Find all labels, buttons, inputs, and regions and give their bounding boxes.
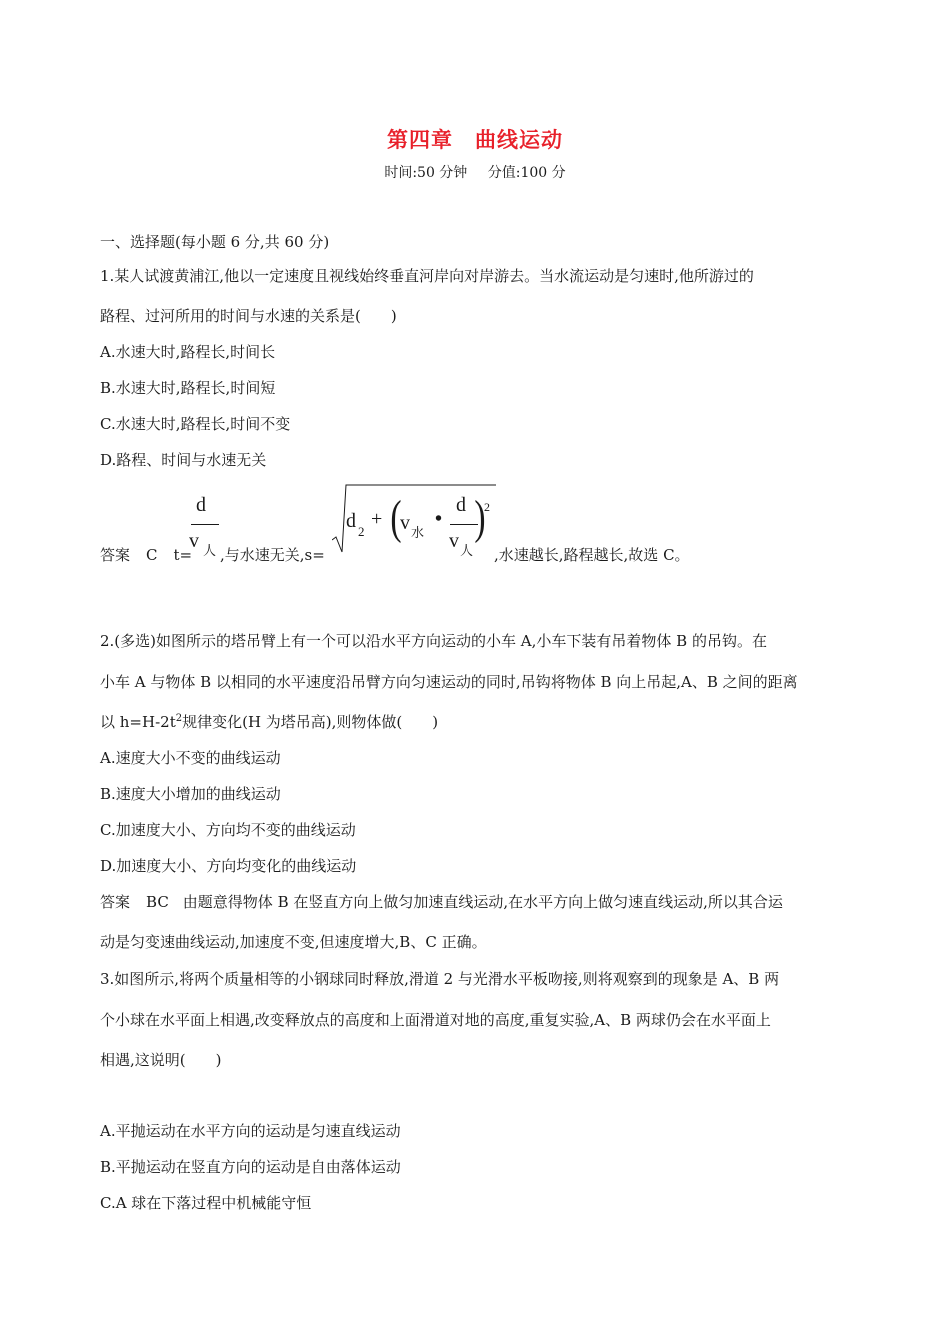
formula-d-numerator-2: d xyxy=(456,494,466,516)
section-heading: 一、选择题(每小题 6 分,共 60 分) xyxy=(100,233,330,251)
q1-answer-tail: ,水速越长,路程越长,故选 C。 xyxy=(494,546,690,564)
formula-d: d xyxy=(346,510,356,532)
q2-stem-line3-b: 规律变化(H 为塔吊高),则物体做( ) xyxy=(182,713,439,731)
q1-option-b: B.水速大时,路程长,时间短 xyxy=(100,379,276,397)
q2-option-d: D.加速度大小、方向均变化的曲线运动 xyxy=(100,857,357,875)
q3-stem-line1: 3.如图所示,将两个质量相等的小钢球同时释放,滑道 2 与光滑水平板吻接,则将观察到的现象是 A、B 两 xyxy=(100,970,780,988)
exam-score: 分值:100 分 xyxy=(487,165,566,181)
q3-option-b: B.平抛运动在竖直方向的运动是自由落体运动 xyxy=(100,1158,401,1176)
q3-option-a: A.平抛运动在水平方向的运动是匀速直线运动 xyxy=(100,1122,401,1140)
superscript-2: 2 xyxy=(175,713,183,724)
page-title: 第四章 曲线运动 xyxy=(387,128,563,152)
formula-dot: • xyxy=(435,508,443,530)
q2-explanation-2: 动是匀变速曲线运动,加速度不变,但速度增大,B、C 正确。 xyxy=(100,933,487,951)
q2-stem-line2: 小车 A 与物体 B 以相同的水平速度沿吊臂方向匀速运动的同时,吊钩将物体 B 向上吊起,A、B 之间的距离 xyxy=(100,673,798,691)
formula-subscript-ren-2: 人 xyxy=(460,544,474,559)
answer-value: C xyxy=(146,546,158,564)
q2-stem-line3 xyxy=(100,712,438,732)
answer-label: 答案 xyxy=(100,893,131,911)
formula-subscript-ren: 人 xyxy=(203,544,217,559)
formula-subscript-shui: 水 xyxy=(411,526,425,541)
q1-answer-line xyxy=(100,545,192,565)
answer-label: 答案 xyxy=(100,546,131,564)
q1-stem-line1: 1.某人试渡黄浦江,他以一定速度且视线始终垂直河岸向对岸游去。当水流运动是匀速时,他所游过的 xyxy=(100,267,754,285)
formula-plus: + xyxy=(371,508,383,530)
formula-subscript-2: 2 xyxy=(358,524,365,539)
q2-stem-line1: 2.(多选)如图所示的塔吊臂上有一个可以沿水平方向运动的小车 A,小车下装有吊着物体 B 的吊钩。在 xyxy=(100,632,767,650)
q2-option-b: B.速度大小增加的曲线运动 xyxy=(100,785,281,803)
formula-right-paren: ) xyxy=(474,491,486,544)
t-equals: t= xyxy=(173,546,193,564)
formula-d-numerator: d xyxy=(196,494,206,516)
formula-v: v xyxy=(400,512,410,534)
exam-info xyxy=(0,162,950,182)
q2-stem-line3-a: 以 h=H-2t xyxy=(100,713,176,731)
formula-v-denominator-2: v xyxy=(449,530,459,552)
q2-explanation-1: 由题意得物体 B 在竖直方向上做匀加速直线运动,在水平方向上做匀速直线运动,所以其合运 xyxy=(182,893,783,911)
q3-stem-line2: 个小球在水平面上相遇,改变释放点的高度和上面滑道对地的高度,重复实验,A、B 两球仍会在水平面上 xyxy=(100,1011,771,1029)
q3-stem-line3: 相遇,这说明( ) xyxy=(100,1051,222,1069)
answer-value: BC xyxy=(146,893,169,911)
q1-option-c: C.水速大时,路程长,时间不变 xyxy=(100,415,291,433)
q2-option-c: C.加速度大小、方向均不变的曲线运动 xyxy=(100,821,356,839)
q1-option-d: D.路程、时间与水速无关 xyxy=(100,451,267,469)
formula-v-denominator: v xyxy=(189,530,199,552)
formula-left-paren: ( xyxy=(390,491,402,544)
q1-answer-mid: ,与水速无关,s= xyxy=(220,546,325,564)
exam-time: 时间:50 分钟 xyxy=(384,165,468,181)
q1-stem-line2: 路程、过河所用的时间与水速的关系是( ) xyxy=(100,307,397,325)
fraction-bar xyxy=(191,524,219,525)
q3-option-c: C.A 球在下落过程中机械能守恒 xyxy=(100,1194,312,1212)
q2-answer-line xyxy=(100,892,783,912)
q2-option-a: A.速度大小不变的曲线运动 xyxy=(100,749,281,767)
formula-square: 2 xyxy=(484,500,490,514)
q1-option-a: A.水速大时,路程长,时间长 xyxy=(100,343,276,361)
